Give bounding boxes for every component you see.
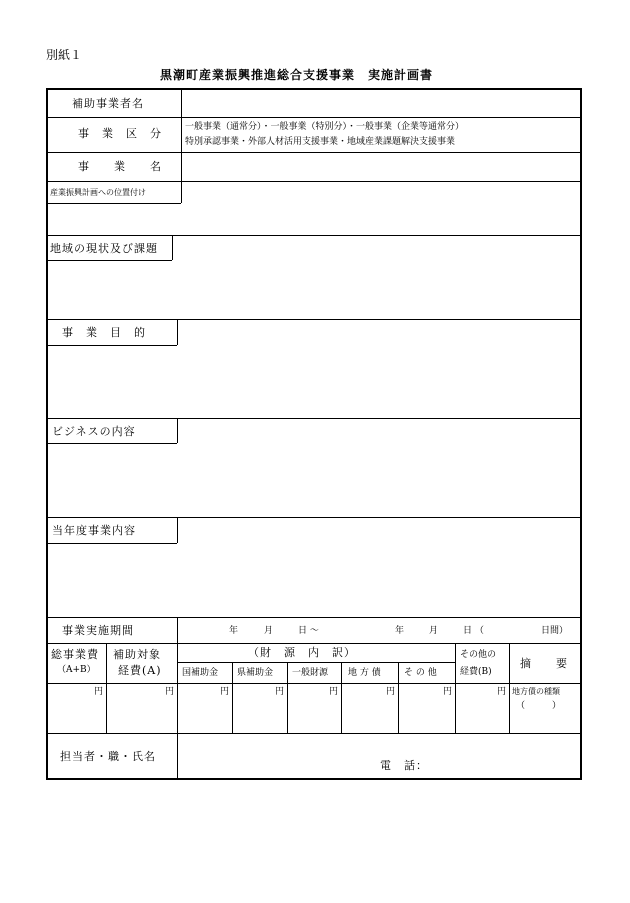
label-box-bottom [47, 203, 181, 204]
label-box-side [177, 418, 178, 443]
total-cost-formula: （A+B） [57, 665, 96, 675]
cost-col-divider [287, 662, 288, 733]
cost-col-divider [177, 643, 178, 780]
row-divider [47, 117, 581, 118]
total-cost-label: 総事業費 [51, 648, 99, 661]
period-start-day: 日 ～ [298, 626, 319, 636]
document-title: 黒潮町産業振興推進総合支援事業 実施計画書 [160, 68, 434, 82]
person-in-charge-label: 担当者・職・氏名 [60, 750, 156, 763]
category-options-line1: 一般事業（通常分）・一般事業（特別分）・一般事業（企業等通常分） [185, 122, 465, 132]
period-start-month: 月 [264, 626, 274, 636]
period-divider [177, 617, 178, 643]
row-divider [47, 617, 581, 618]
yen-unit: 円 [329, 687, 339, 697]
positioning-label: 産業振興計画への位置付け [50, 188, 146, 197]
business-content-label: ビジネスの内容 [52, 425, 136, 438]
cost-header-divider [47, 683, 581, 684]
cost-col-divider [398, 662, 399, 733]
yen-unit: 円 [386, 687, 396, 697]
category-options-line2: 特別承認事業・外部人材活用支援事業・地域産業課題解決支援事業 [185, 137, 456, 147]
label-box-side [172, 235, 173, 260]
funding-breakdown-label: （財 源 内 訳） [248, 646, 356, 659]
funding-col-other: そ の 他 [404, 668, 437, 678]
label-box-bottom [47, 260, 172, 261]
period-end-day: 日 （ [463, 626, 484, 636]
bond-type-paren: （ ） [516, 701, 562, 711]
current-year-label: 当年度事業内容 [52, 524, 136, 537]
yen-unit: 円 [165, 687, 175, 697]
label-box-side [177, 517, 178, 543]
label-box-side [181, 181, 182, 203]
attachment-label: 別紙１ [46, 48, 83, 62]
period-start-year: 年 [229, 626, 239, 636]
row-divider [47, 517, 581, 518]
summary-label: 摘 要 [520, 657, 568, 670]
label-box-bottom [47, 543, 177, 544]
label-box-bottom [47, 443, 177, 444]
row-divider [47, 235, 581, 236]
eligible-cost-label-2: 経費(A) [118, 664, 162, 677]
project-name-label: 事 業 名 [78, 160, 162, 173]
yen-unit: 円 [220, 687, 230, 697]
funding-col-local-bond: 地 方 債 [348, 668, 381, 678]
row-divider [47, 733, 581, 734]
cost-col-divider [232, 662, 233, 733]
label-column-divider [181, 89, 182, 181]
applicant-label: 補助事業者名 [72, 97, 144, 110]
other-cost-label-2: 経費(B) [460, 667, 492, 677]
period-days: 日間） [541, 626, 569, 636]
funding-header-divider [177, 662, 455, 663]
period-end-year: 年 [395, 626, 405, 636]
label-box-side [177, 319, 178, 345]
period-label: 事業実施期間 [62, 624, 134, 637]
other-cost-label: その他の [460, 650, 497, 660]
yen-unit: 円 [94, 687, 104, 697]
row-divider [47, 152, 581, 153]
funding-col-national: 国補助金 [182, 668, 219, 678]
eligible-cost-label: 補助対象 [113, 648, 161, 661]
cost-col-divider [106, 643, 107, 733]
funding-col-general: 一般財源 [292, 668, 329, 678]
cost-col-divider [509, 643, 510, 733]
period-end-month: 月 [429, 626, 439, 636]
row-divider [47, 319, 581, 320]
cost-col-divider [455, 643, 456, 733]
bond-type-label: 地方債の種類 [512, 687, 560, 696]
phone-label: 電 話： [380, 759, 428, 772]
row-divider [47, 181, 581, 182]
label-box-bottom [47, 345, 177, 346]
yen-unit: 円 [443, 687, 453, 697]
category-label: 事 業 区 分 [78, 127, 162, 140]
row-divider [47, 643, 581, 644]
purpose-label: 事 業 目 的 [62, 326, 146, 339]
yen-unit: 円 [275, 687, 285, 697]
regional-issues-label: 地域の現状及び課題 [50, 242, 158, 255]
yen-unit: 円 [497, 687, 507, 697]
funding-col-prefectural: 県補助金 [237, 668, 274, 678]
row-divider [47, 418, 581, 419]
cost-col-divider [341, 662, 342, 733]
